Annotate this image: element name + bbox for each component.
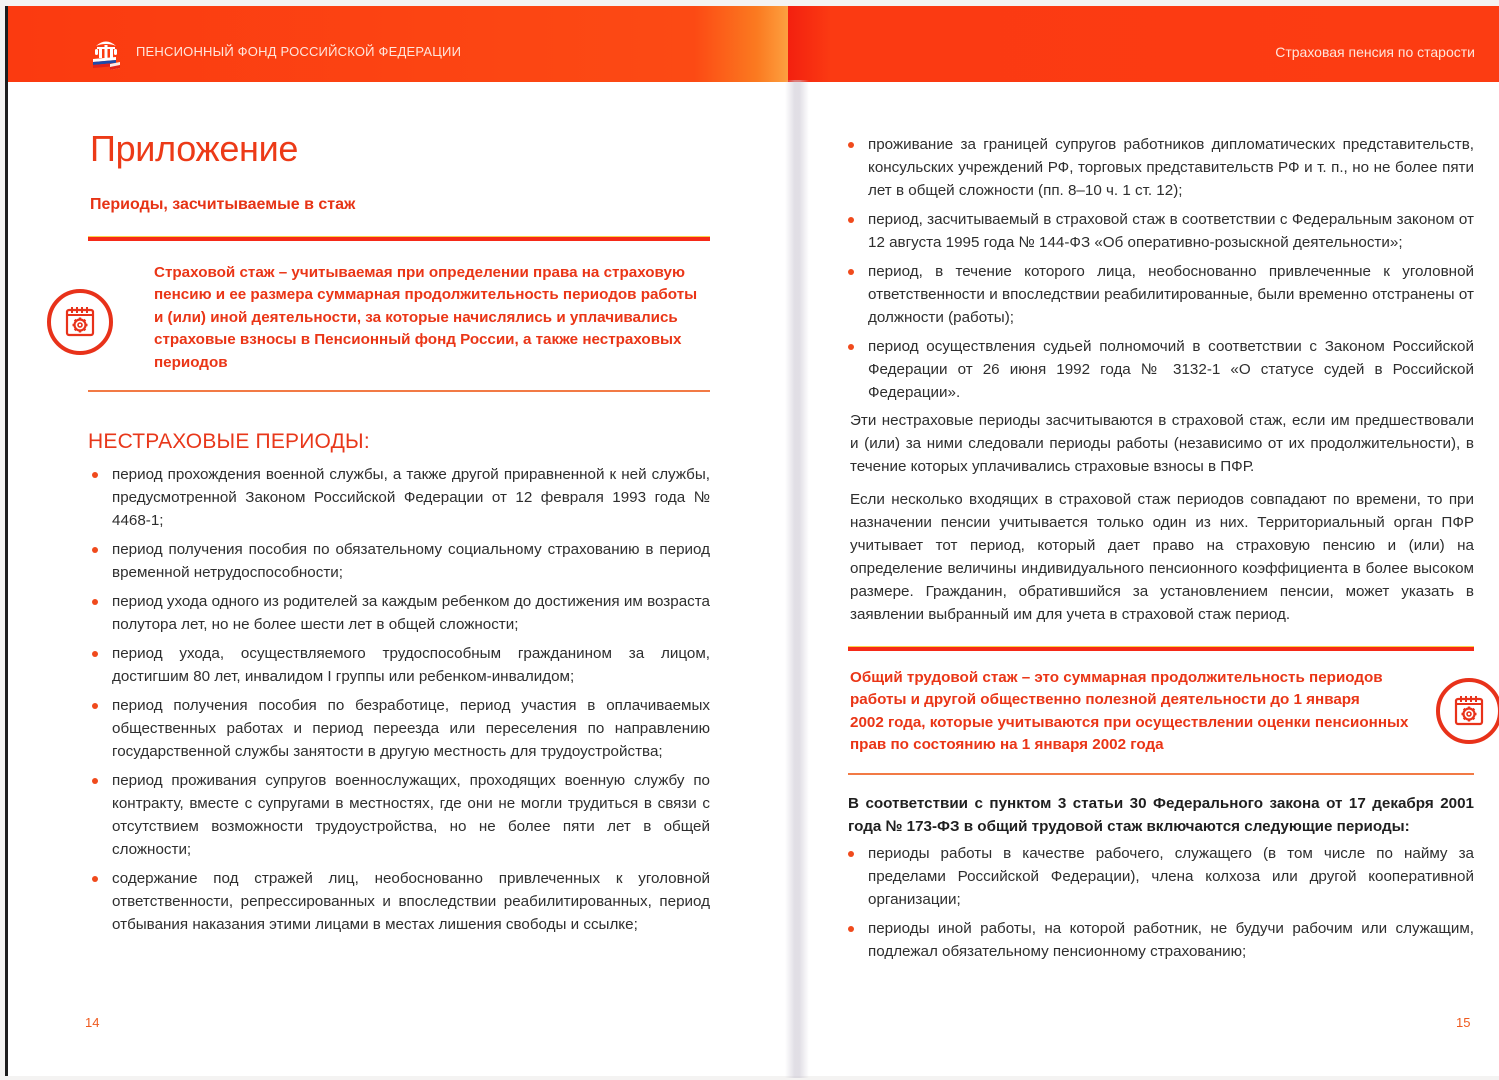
- callout-line: пенсию и ее размера суммарная продолжительность периодов работы: [154, 286, 698, 304]
- paragraph-overlap-rule: Если несколько входящих в страховой стаж периодов совпадают по времени, то при назначении пенсии учитывается только один из них. Территориальный орган ПФР учитывает тот период, который дает право на страховую пенсию и (или) на определение величины индивидуального пенсионного коэффициента в более высоком размере. Гражданин, обратившийся за установлением пенсии, может указать в заявлении выбранный им для учета в страховой стаж период.: [850, 491, 1474, 623]
- paragraph-counting-rule: Эти нестраховые периоды засчитываются в страховой стаж, если им предшествовали и (или) за ними следовали периоды работы (независимо от их продолжительности), в течение которых уплачивались страховые взносы в ПФР.: [850, 412, 1474, 475]
- callout-line: Общий трудовой стаж – это суммарная продолжительность периодов: [850, 669, 1383, 686]
- calendar-gear-icon: [1436, 678, 1499, 744]
- list-item: период прохождения военной службы, а также другой приравненной к ней службы, предусмотренной Законом Российской Федерации от 12 февраля 1993 года № 4468-1;: [88, 463, 710, 532]
- page-title: Приложение: [90, 128, 299, 169]
- list-item: содержание под стражей лиц, необоснованно привлеченных к уголовной ответственности, репрессированных и впоследствии реабилитированных, период отбывания наказания этими лицами в местах лишения свободы и ссылке;: [88, 867, 710, 936]
- callout-line: страховые взносы в Пенсионный фонд России, а также нестраховых: [154, 331, 682, 349]
- list-item: период ухода одного из родителей за каждым ребенком до достижения им возраста полутора лет, но не более шести лет в общей сложности;: [88, 590, 710, 636]
- callout-line: работы и другой общественно полезной деятельности до 1 января: [850, 691, 1360, 709]
- page-number: 14: [85, 1015, 100, 1030]
- section-name: Страховая пенсия по старости: [1275, 44, 1475, 60]
- list-item: проживание за границей супругов работников дипломатических представительств, консульских учреждений РФ, торговых представительств РФ и т. п., но не более пяти лет в общей сложности (пп. 8–10 ч. 1 ст. 12);: [844, 133, 1474, 202]
- list-item: период, в течение которого лица, необоснованно привлеченные к уголовной ответственности и впоследствии реабилитированные, были временно отстранены от должности (работы);: [844, 260, 1474, 329]
- calendar-gear-icon: [47, 289, 113, 355]
- list-item: период проживания супругов военнослужащих, проходящих военную службу по контракту, вместе с супругами в местностях, где они не могли трудиться в связи с отсутствием возможности трудоустройства, но не более пяти лет в общей сложности;: [88, 769, 710, 861]
- divider-thick: [848, 646, 1474, 651]
- callout-line: прав по состоянию на 1 января 2002 года: [850, 736, 1164, 754]
- org-name: ПЕНСИОННЫЙ ФОНД РОССИЙСКОЙ ФЕДЕРАЦИИ: [136, 44, 462, 59]
- callout-line: 2002 года, которые учитываются при осуществлении оценки пенсионных: [850, 713, 1409, 731]
- page-15: [788, 6, 1499, 1076]
- binding-gutter: [785, 80, 809, 1078]
- list-item: период ухода, осуществляемого трудоспособным гражданином за лицом, достигшим 80 лет, инвалидом I группы или ребенком-инвалидом;: [88, 642, 710, 688]
- callout-line: периодов: [154, 353, 228, 371]
- callout-line: Страховой стаж – учитываемая при определении права на страховую: [154, 264, 685, 281]
- list-item: период получения пособия по безработице, период участия в оплачиваемых общественных работах и период переезда или переселения по направлению государственной службы занятости в другую местность для трудоустройства;: [88, 694, 710, 763]
- page-14: [5, 6, 788, 1076]
- page-header-right: [788, 6, 1499, 82]
- pfr-logo-icon: [88, 36, 124, 72]
- section-heading-noninsurance: НЕСТРАХОВЫЕ ПЕРИОДЫ:: [88, 430, 370, 453]
- noninsurance-periods-list: [88, 463, 710, 942]
- divider-thin: [88, 390, 710, 392]
- callout-line: и (или) иной деятельности, за которые начислялись и уплачивались: [154, 308, 678, 326]
- callout-insurance-experience: [154, 262, 714, 374]
- page-number: 15: [1456, 1015, 1471, 1030]
- callout-general-experience: [850, 667, 1440, 757]
- general-experience-periods-list: [844, 842, 1474, 969]
- page-header-left: [8, 6, 788, 82]
- page-subtitle: Периоды, засчитываемые в стаж: [90, 196, 356, 213]
- noninsurance-periods-list-continued: [844, 133, 1474, 410]
- list-item: период, засчитываемый в страховой стаж в соответствии с Федеральным законом от 12 августа 1995 года № 144-ФЗ «Об оперативно-розыскной деятельности»;: [844, 208, 1474, 254]
- paragraph-law-intro: В соответствии с пунктом 3 статьи 30 Федерального закона от 17 декабря 2001 года № 173-ФЗ в общий трудовой стаж включаются следующие периоды:: [848, 795, 1474, 835]
- list-item: период получения пособия по обязательному социальному страхованию в период временной нетрудоспособности;: [88, 538, 710, 584]
- divider-thin: [848, 773, 1474, 775]
- list-item: периоды работы в качестве рабочего, служащего (в том числе по найму за пределами Российской Федерации), члена колхоза или другой кооперативной организации;: [844, 842, 1474, 911]
- divider-thick: [88, 236, 710, 241]
- list-item: период осуществления судьей полномочий в соответствии с Законом Российской Федерации от 26 июня 1992 года № 3132-1 «О статусе судей в Российской Федерации».: [844, 335, 1474, 404]
- list-item: периоды иной работы, на которой работник, не будучи рабочим или служащим, подлежал обязательному пенсионному страхованию;: [844, 917, 1474, 963]
